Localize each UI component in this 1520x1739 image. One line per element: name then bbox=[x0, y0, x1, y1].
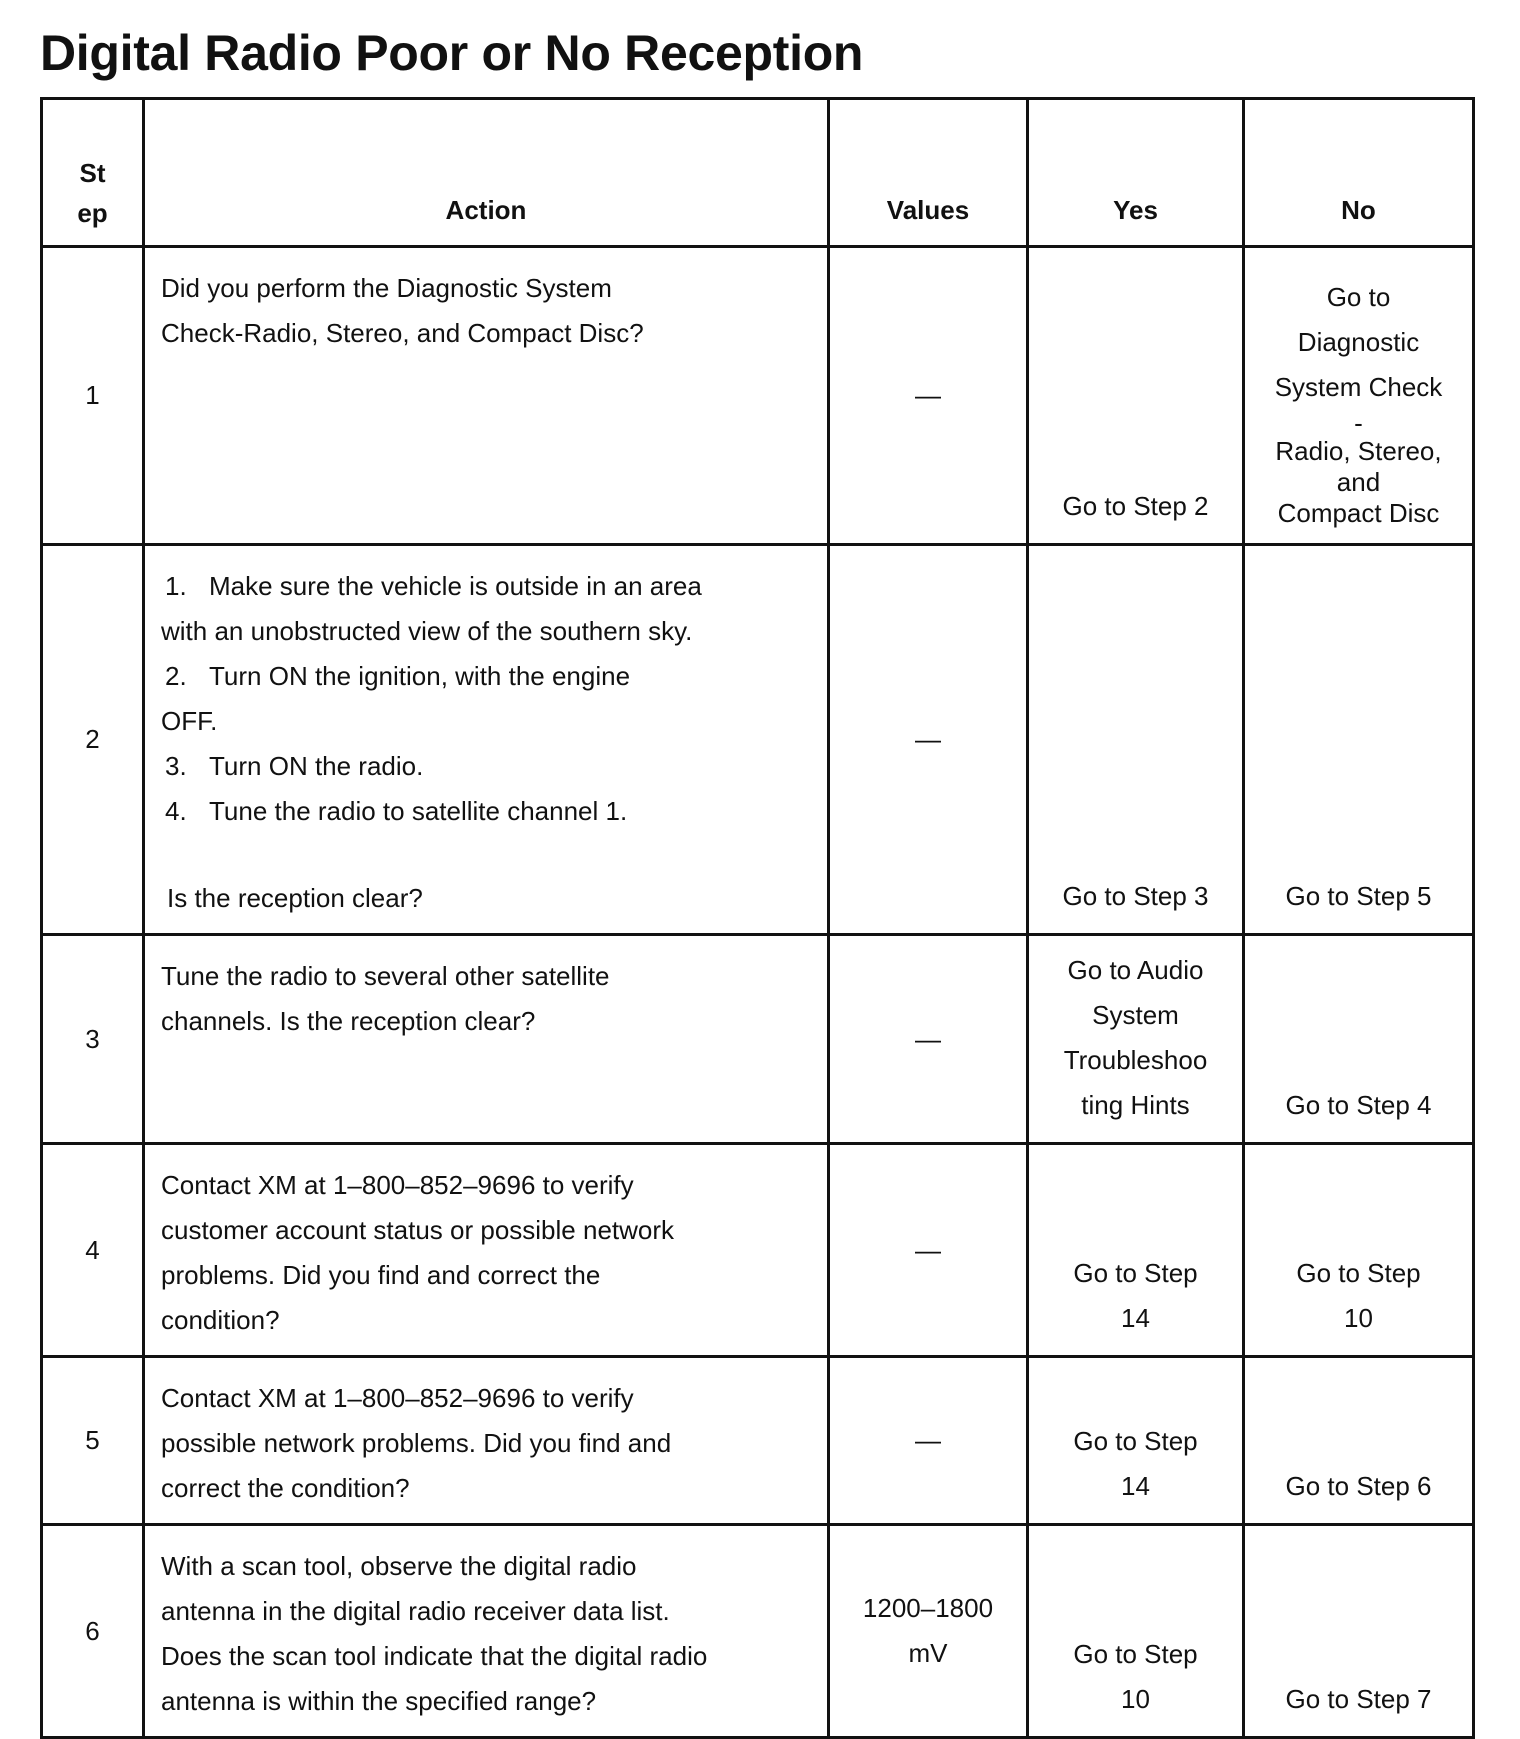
values-cell bbox=[829, 1525, 1028, 1738]
action-cell bbox=[144, 1144, 829, 1357]
action-item: OFF. bbox=[161, 706, 218, 736]
table-row bbox=[42, 1144, 1474, 1357]
values-cell: — bbox=[829, 247, 1028, 545]
no-link[interactable]: Go to Step 6 bbox=[1285, 1471, 1432, 1501]
action-cell bbox=[144, 545, 829, 935]
action-line: Tune the radio to several other satellite bbox=[161, 961, 610, 991]
no-cell bbox=[1244, 1144, 1474, 1357]
no-cell bbox=[1244, 545, 1474, 935]
table-row bbox=[42, 247, 1474, 545]
header-yes: Yes bbox=[1028, 99, 1244, 247]
no-link[interactable]: Go to Step 5 bbox=[1285, 881, 1432, 911]
no-link-line[interactable]: and bbox=[1336, 467, 1381, 497]
yes-cell bbox=[1028, 247, 1244, 545]
action-item: 3. Turn ON the radio. bbox=[165, 751, 424, 781]
values-cell: — bbox=[829, 1144, 1028, 1357]
action-line: antenna is within the specified range? bbox=[161, 1686, 597, 1716]
action-line: Does the scan tool indicate that the digital radio bbox=[161, 1641, 708, 1671]
yes-link[interactable]: Go to Step 3 bbox=[1062, 881, 1209, 911]
yes-link-line[interactable]: ting Hints bbox=[1081, 1090, 1190, 1120]
table-row bbox=[42, 1357, 1474, 1525]
action-cell bbox=[144, 1525, 829, 1738]
header-action: Action bbox=[144, 99, 829, 247]
yes-link-line[interactable]: Troubleshoo bbox=[1063, 1045, 1208, 1075]
header-step bbox=[42, 99, 144, 247]
action-line: condition? bbox=[161, 1305, 280, 1335]
table-row bbox=[42, 545, 1474, 935]
step-number: 3 bbox=[42, 935, 144, 1144]
no-cell bbox=[1244, 1525, 1474, 1738]
action-line: With a scan tool, observe the digital radio bbox=[161, 1551, 637, 1581]
no-link-line[interactable]: Compact Disc bbox=[1277, 498, 1440, 528]
action-line: antenna in the digital radio receiver data list. bbox=[161, 1596, 670, 1626]
action-item: 2. Turn ON the ignition, with the engine bbox=[165, 661, 631, 691]
header-values: Values bbox=[829, 99, 1028, 247]
action-cell bbox=[144, 935, 829, 1144]
yes-cell bbox=[1028, 1357, 1244, 1525]
value-line: 1200–1800 bbox=[862, 1593, 994, 1623]
step-number: 4 bbox=[42, 1144, 144, 1357]
action-line: Contact XM at 1–800–852–9696 to verify bbox=[161, 1170, 634, 1200]
yes-cell bbox=[1028, 1525, 1244, 1738]
table-row bbox=[42, 1525, 1474, 1738]
no-link-line[interactable]: System Check bbox=[1274, 372, 1443, 402]
yes-link-line[interactable]: Go to Step bbox=[1073, 1258, 1198, 1288]
no-link-line[interactable]: 10 bbox=[1344, 1303, 1373, 1333]
header-row bbox=[42, 99, 1474, 247]
action-item: 4. Tune the radio to satellite channel 1. bbox=[165, 796, 628, 826]
step-number: 6 bbox=[42, 1525, 144, 1738]
step-number: 1 bbox=[42, 247, 144, 545]
action-line: Did you perform the Diagnostic System bbox=[161, 273, 612, 303]
yes-link-line[interactable]: System bbox=[1092, 1000, 1179, 1030]
action-cell bbox=[144, 247, 829, 545]
values-cell: — bbox=[829, 935, 1028, 1144]
no-link-line[interactable]: Diagnostic bbox=[1297, 327, 1420, 357]
values-cell: — bbox=[829, 1357, 1028, 1525]
yes-link-line[interactable]: Go to Audio bbox=[1067, 955, 1204, 985]
no-link-line[interactable]: Radio, Stereo, bbox=[1275, 436, 1442, 466]
values-cell: — bbox=[829, 545, 1028, 935]
action-cell bbox=[144, 1357, 829, 1525]
table-row bbox=[42, 935, 1474, 1144]
yes-link[interactable]: Go to Step 2 bbox=[1062, 491, 1209, 521]
yes-link-line[interactable]: 14 bbox=[1121, 1471, 1150, 1501]
no-cell bbox=[1244, 935, 1474, 1144]
no-link[interactable]: Go to Step 7 bbox=[1285, 1684, 1432, 1714]
yes-link-line[interactable]: Go to Step bbox=[1073, 1639, 1198, 1669]
action-question: Is the reception clear? bbox=[167, 883, 423, 913]
action-line: channels. Is the reception clear? bbox=[161, 1006, 536, 1036]
yes-link-line[interactable]: 14 bbox=[1121, 1303, 1150, 1333]
action-line: Contact XM at 1–800–852–9696 to verify bbox=[161, 1383, 634, 1413]
yes-link-line[interactable]: 10 bbox=[1121, 1684, 1150, 1714]
no-link[interactable]: Go to Step 4 bbox=[1285, 1090, 1432, 1120]
yes-cell bbox=[1028, 1144, 1244, 1357]
action-line: Check-Radio, Stereo, and Compact Disc? bbox=[161, 318, 644, 348]
action-line: correct the condition? bbox=[161, 1473, 410, 1503]
page-title: Digital Radio Poor or No Reception bbox=[40, 25, 864, 81]
yes-cell bbox=[1028, 935, 1244, 1144]
no-link-line[interactable]: - bbox=[1354, 408, 1363, 438]
header-no: No bbox=[1244, 99, 1474, 247]
action-item: with an unobstructed view of the southern sky. bbox=[161, 616, 693, 646]
action-line: customer account status or possible network bbox=[161, 1215, 675, 1245]
value-line: mV bbox=[908, 1638, 948, 1668]
yes-cell bbox=[1028, 545, 1244, 935]
action-line: problems. Did you find and correct the bbox=[161, 1260, 601, 1290]
header-step-line1: St bbox=[79, 158, 106, 188]
no-link-line[interactable]: Go to bbox=[1326, 282, 1391, 312]
no-link-line[interactable]: Go to Step bbox=[1296, 1258, 1421, 1288]
no-cell bbox=[1244, 1357, 1474, 1525]
yes-link-line[interactable]: Go to Step bbox=[1073, 1426, 1198, 1456]
diagnostic-table bbox=[40, 97, 1475, 1739]
step-number: 5 bbox=[42, 1357, 144, 1525]
no-cell bbox=[1244, 247, 1474, 545]
header-step-line2: ep bbox=[77, 198, 108, 228]
step-number: 2 bbox=[42, 545, 144, 935]
action-item: 1. Make sure the vehicle is outside in an area bbox=[165, 571, 702, 601]
action-line: possible network problems. Did you find and bbox=[161, 1428, 672, 1458]
